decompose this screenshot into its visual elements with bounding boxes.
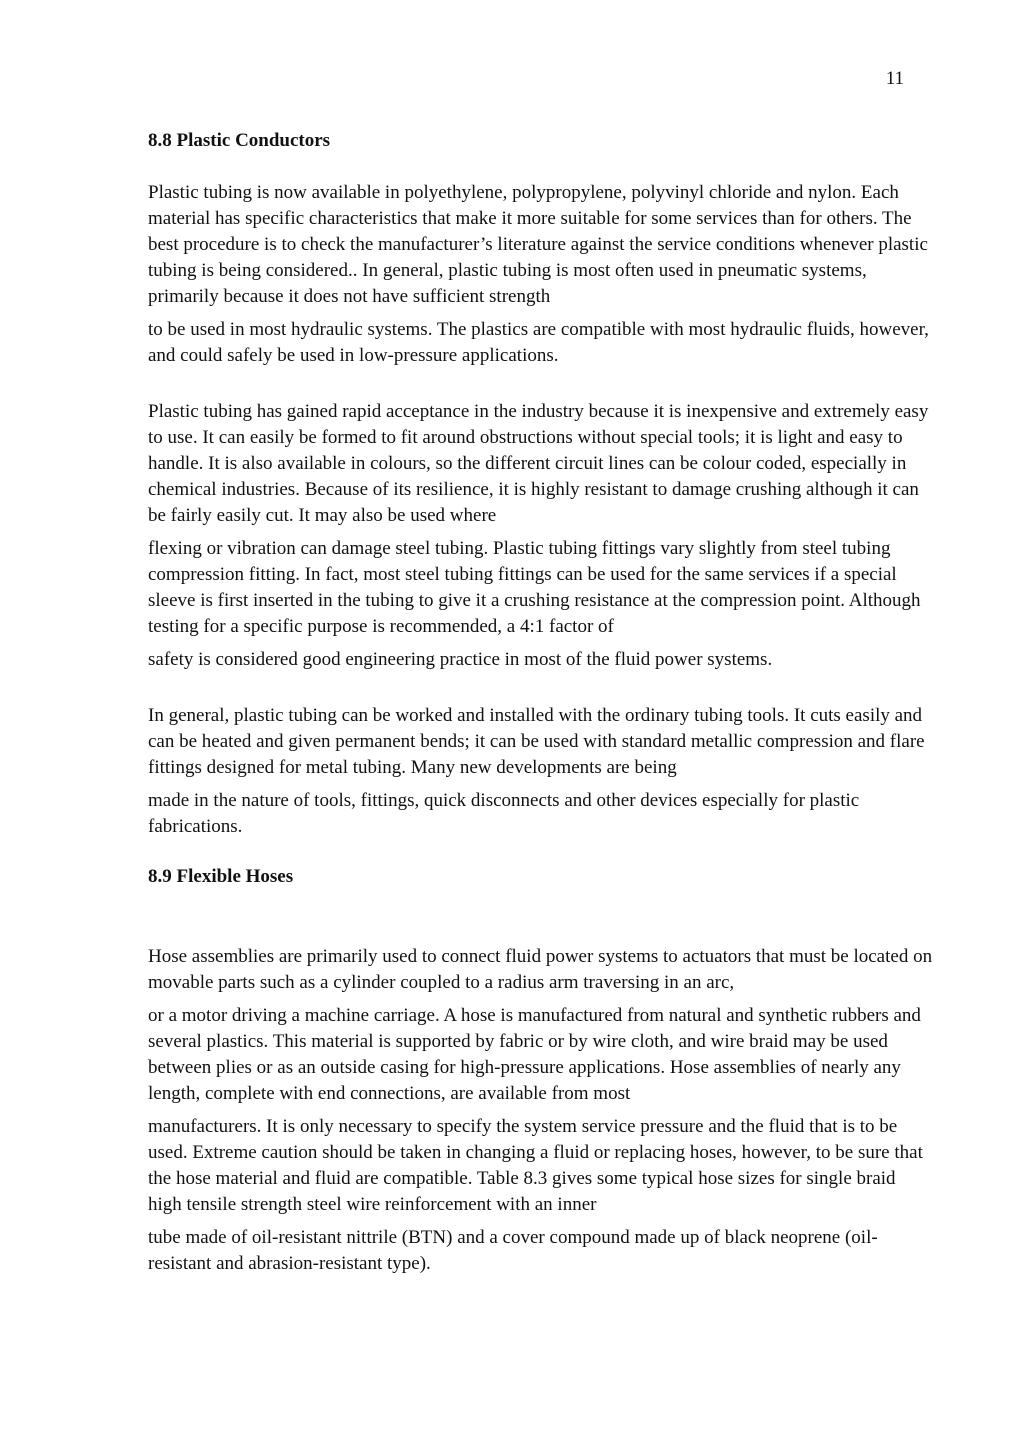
- paragraph: In general, plastic tubing can be worked and installed with the ordinary tubing tools. It cuts easily and can be heated and given permanent bends; it can be used with standard metallic compression and flare fittings designed for metal tubing. Many new developments are being: [148, 705, 925, 778]
- paragraph: manufacturers. It is only necessary to specify the system service pressure and the fluid that is to be used. Extreme caution should be taken in changing a fluid or replacing hoses, however, to be sure that the hose material and fluid are compatible. Table 8.3 gives some typical hose sizes for single braid high tensile strength steel wire reinforcement with an inner: [148, 1116, 923, 1215]
- paragraph: Plastic tubing is now available in polyethylene, polypropylene, polyvinyl chloride and nylon. Each material has specific characteristics that make it more suitable for some services than for others. The best procedure is to check the manufacturer’s literature against the service conditions whenever plastic tubing is being considered.. In general, plastic tubing is most often used in pneumatic systems, primarily because it does not have sufficient strength: [148, 182, 928, 307]
- paragraph: flexing or vibration can damage steel tubing. Plastic tubing fittings vary slightly from steel tubing compression fitting. In fact, most steel tubing fittings can be used for the same services if a special sleeve is first inserted in the tubing to give it a crushing resistance at the compression point. Although testing for a specific purpose is recommended, a 4:1 factor of: [148, 538, 921, 637]
- paragraph: made in the nature of tools, fittings, quick disconnects and other devices especially for plastic fabrications.: [148, 790, 860, 837]
- page-number: 11: [885, 68, 904, 89]
- paragraph: safety is considered good engineering practice in most of the fluid power systems.: [148, 649, 773, 670]
- paragraph: Plastic tubing has gained rapid acceptance in the industry because it is inexpensive and extremely easy to use. It can easily be formed to fit around obstructions without special tools; it is light and easy to handle. It is also available in colours, so the different circuit lines can be colour coded, especially in chemical industries. Because of its resilience, it is highly resistant to damage crushing although it can be fairly easily cut. It may also be used where: [148, 401, 929, 526]
- section-heading-8-8: 8.8 Plastic Conductors: [148, 130, 331, 151]
- paragraph: to be used in most hydraulic systems. The plastics are compatible with most hydraulic fluids, however, and could safely be used in low-pressure applications.: [148, 319, 929, 366]
- section-heading-8-9: 8.9 Flexible Hoses: [148, 866, 294, 887]
- paragraph: or a motor driving a machine carriage. A hose is manufactured from natural and synthetic rubbers and several plastics. This material is supported by fabric or by wire cloth, and wire braid may be used between plies or as an outside casing for high-pressure applications. Hose assemblies of nearly any length, complete with end connections, are available from most: [148, 1005, 921, 1104]
- paragraph: Hose assemblies are primarily used to connect fluid power systems to actuators that must be located on movable parts such as a cylinder coupled to a radius arm traversing in an arc,: [148, 946, 933, 993]
- paragraph: tube made of oil-resistant nittrile (BTN) and a cover compound made up of black neoprene (oil-resistant and abrasion-resistant type).: [148, 1227, 878, 1274]
- document-body: [148, 128, 934, 1277]
